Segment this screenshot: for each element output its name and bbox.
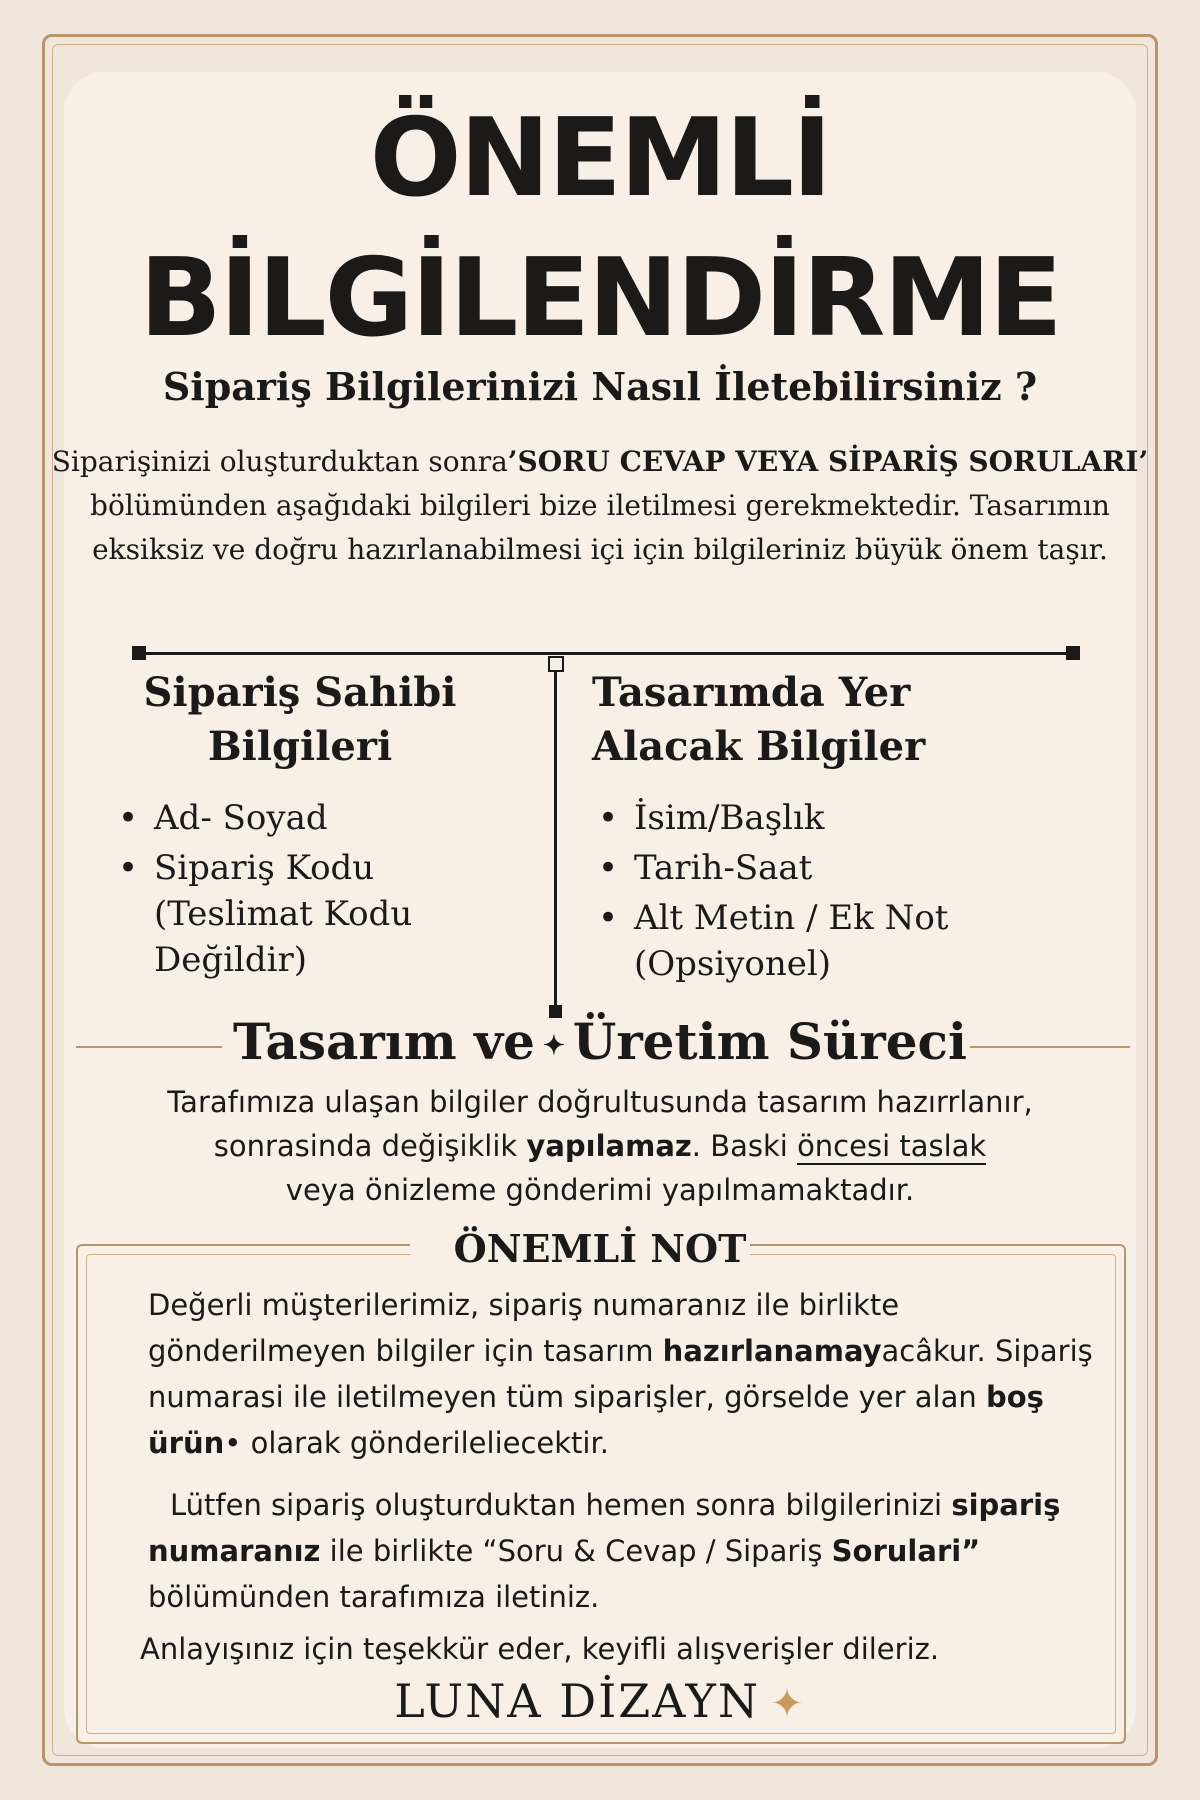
divider-horizontal <box>135 652 1075 655</box>
intro-text-before: Siparişinizi oluşturduktan sonra <box>51 445 508 478</box>
divider-end-left <box>132 646 146 660</box>
right-column-list <box>598 795 1058 991</box>
note-p2-bold-2: Sorulari” <box>831 1534 981 1568</box>
title-line-2: BİLGİLENDİRME <box>139 236 1061 361</box>
note-p1-bold-2: boş ürün <box>148 1380 1044 1460</box>
process-title-part1: Tasarım ve <box>233 1012 535 1071</box>
note-p1-text-c: olarak gönderileliecektir. <box>241 1426 609 1460</box>
intro-paragraph <box>50 440 1150 572</box>
note-p2-text-c: bölümünden tarafımıza iletiniz. <box>148 1580 600 1614</box>
note-paragraph-1 <box>148 1282 1108 1466</box>
list-item: • Sipariş Kodu (Teslimat Kodu Değildir) <box>118 845 498 983</box>
process-paragraph <box>80 1080 1120 1212</box>
right-column-title: Tasarımda Yer Alacak Bilgiler <box>592 669 926 770</box>
intro-bold-section: ’SORU CEVAP VEYA SİPARİŞ SORULARI’ <box>507 445 1149 478</box>
note-p2-text-b: ile birlikte “Soru & Cevap / Sipariş <box>320 1534 832 1568</box>
heart-icon: • <box>224 1426 242 1460</box>
list-item: • Alt Metin / Ek Not (Opsiyonel) <box>598 895 1058 987</box>
process-line-2b: . Baski <box>691 1129 798 1163</box>
divider-end-right <box>1066 646 1080 660</box>
process-line-3: veya önizleme gönderimi yapılmamaktadır. <box>285 1173 915 1207</box>
note-title: ÖNEMLİ NOT <box>453 1226 747 1271</box>
note-paragraph-3: Anlayışınız için teşekkür eder, keyifli alışverişler dileriz. <box>140 1632 940 1666</box>
brand-name: LUNA DİZAYN <box>394 1674 761 1728</box>
note-p1-bold-1: hazırlanamay <box>662 1334 882 1368</box>
process-title <box>0 1012 1200 1071</box>
intro-text-after: bölümünden aşağıdaki bilgileri bize iletilmesi gerekmektedir. Tasarımın eksiksiz ve doğru hazırlanabilmesi içi için bilgileriniz büyük önem taşır. <box>90 489 1110 566</box>
divider-vertical <box>554 670 557 1010</box>
star-icon: ✦ <box>770 1681 806 1727</box>
subtitle: Sipariş Bilgilerinizi Nasıl İletebilirsiniz ? <box>162 364 1038 409</box>
list-item: • Tarih-Saat <box>598 845 1058 891</box>
process-title-part2: Üretim Süreci <box>572 1012 967 1071</box>
process-line-1: Tarafımıza ulaşan bilgiler doğrultusunda tasarım hazırrlanır, <box>167 1085 1033 1119</box>
process-line-2a: sonrasinda değişiklik <box>213 1129 527 1163</box>
left-column-list <box>118 795 498 987</box>
process-line-2-underlined: öncesi taslak <box>797 1129 987 1163</box>
brand-signature <box>0 1674 1200 1728</box>
note-p1-text-b: acâkur. Sipariş numarasi ile iletilmeyen tüm siparişler, görselde yer alan <box>148 1334 1093 1414</box>
note-p1-text-a: Değerli müşterilerimiz, sipariş numaranız ile birlikte gönderilmeyen bilgiler için tasarım <box>148 1288 900 1368</box>
note-p2-text-a: Lütfen sipariş oluşturduktan hemen sonra bilgilerinizi <box>170 1488 952 1522</box>
process-line-2 <box>80 1124 1120 1168</box>
title-line-1: ÖNEMLİ <box>369 96 831 221</box>
sparkle-icon: ✦ <box>542 1031 565 1061</box>
list-item: • Ad- Soyad <box>118 795 498 841</box>
left-column-title: Sipariş Sahibi Bilgileri <box>143 669 457 770</box>
note-paragraph-2 <box>148 1482 1108 1620</box>
note-p2-bold-1: sipariş numaranız <box>148 1488 1061 1568</box>
list-item: • İsim/Başlık <box>598 795 1058 841</box>
process-line-2-bold: yapılamaz <box>526 1129 692 1163</box>
